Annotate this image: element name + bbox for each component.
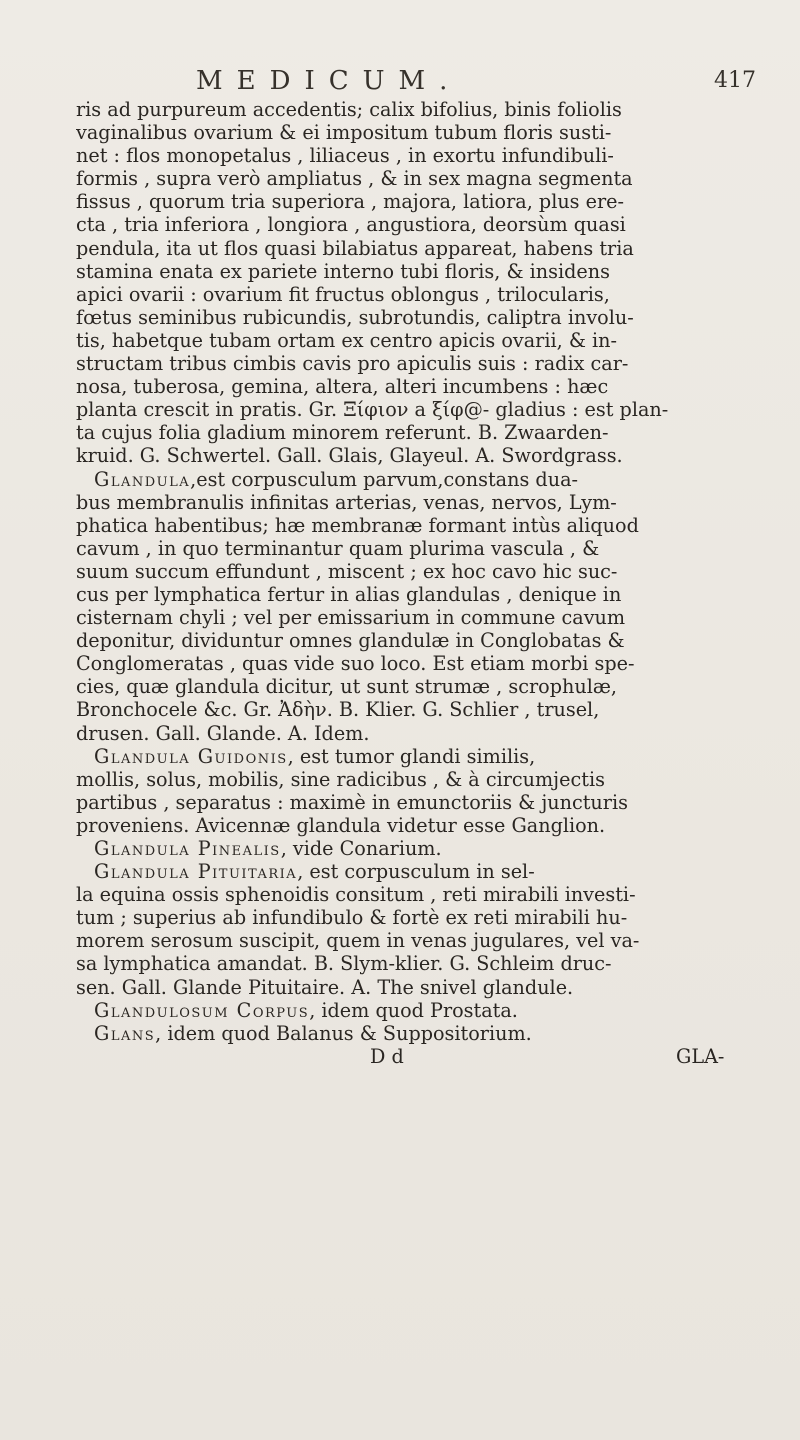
signature-mark: D d: [370, 1044, 404, 1068]
page-footer: [76, 1045, 788, 1068]
entry-text: , est tumor glandi similis,: [287, 744, 536, 768]
text-line: cus per lymphatica fertur in alias glandulas , denique in: [76, 582, 622, 606]
entry-glandula-guidonis: [76, 745, 788, 768]
entry-text: , est corpusculum in sel-: [297, 860, 535, 884]
entry-term: Glandula Pinealis: [94, 837, 281, 860]
running-head: MEDICUM.: [196, 66, 462, 96]
body-text: [76, 98, 788, 1068]
text-line: cies, quæ glandula dicitur, ut sunt strumæ , scrophulæ,: [76, 675, 617, 699]
page-header: [0, 66, 800, 102]
text-line: net : flos monopetalus , liliaceus , in exortu infundibuli-: [76, 144, 614, 168]
text-line: cta , tria inferiora , longiora , angustiora, deorsùm quasi: [76, 213, 626, 237]
entry-glandula: [76, 468, 788, 491]
text-line: suum succum effundunt , miscent ; ex hoc cavo hic suc-: [76, 559, 618, 583]
text-line: fœtus seminibus rubicundis, subrotundis, caliptra involu-: [76, 305, 634, 329]
entry-term: Glans: [94, 1021, 156, 1045]
text-line: apici ovarii : ovarium fit fructus oblongus , trilocularis,: [76, 282, 610, 306]
entry-text: ,est corpusculum parvum,constans dua-: [190, 467, 578, 491]
entry-glandula-pinealis: [76, 837, 788, 860]
text-line: proveniens. Avicennæ glandula videtur esse Ganglion.: [76, 813, 606, 837]
text-line: bus membranulis infinitas arterias, venas, nervos, Lym-: [76, 490, 617, 514]
text-line: stamina enata ex pariete interno tubi floris, & insidens: [76, 259, 610, 283]
text-line: planta crescit in pratis. Gr. Ξίφιον a ξίφ@- gladius : est plan-: [76, 398, 669, 422]
entry-term: Glandula: [94, 467, 191, 491]
text-line: partibus , separatus : maximè in emunctoriis & juncturis: [76, 790, 628, 814]
entry-term: Glandulosum Corpus: [94, 998, 310, 1022]
text-line: morem serosum suscipit, quem in venas jugulares, vel va-: [76, 929, 640, 953]
entry-term: Glandula Pituitaria: [94, 860, 298, 884]
entry-glans: [76, 1022, 788, 1045]
text-line: vaginalibus ovarium & ei impositum tubum floris susti-: [76, 121, 612, 145]
text-line: drusen. Gall. Glande. A. Idem.: [76, 721, 370, 745]
text-line: sa lymphatica amandat. B. Slym-klier. G. Schleim druc-: [76, 952, 612, 976]
entry-glandulosum-corpus: [76, 999, 788, 1022]
text-line: nosa, tuberosa, gemina, altera, alteri incumbens : hæc: [76, 375, 609, 399]
text-line: formis , supra verò ampliatus , & in sex magna segmenta: [76, 167, 633, 191]
text-line: fissus , quorum tria superiora , majora, latiora, plus ere-: [76, 190, 624, 214]
text-line: tis, habetque tubam ortam ex centro apicis ovarii, & in-: [76, 328, 617, 352]
text-line: cavum , in quo terminantur quam plurima vascula , &: [76, 536, 600, 560]
text-line: tum ; superius ab infundibulo & fortè ex reti mirabili hu-: [76, 906, 628, 930]
text-line: pendula, ita ut flos quasi bilabiatus appareat, habens tria: [76, 236, 634, 260]
catchword: GLA-: [676, 1044, 725, 1068]
text-line: Bronchocele &c. Gr. Ἀδὴν. B. Klier. G. Schlier , trusel,: [76, 698, 600, 722]
text-line: ris ad purpureum accedentis; calix bifolius, binis foliolis: [76, 98, 622, 121]
text-line: structam tribus cimbis cavis pro apiculis suis : radix car-: [76, 352, 629, 376]
text-line: la equina ossis sphenoidis consitum , reti mirabili investi-: [76, 883, 636, 907]
entry-text: , vide Conarium.: [280, 837, 442, 860]
text-line: cisternam chyli ; vel per emissarium in commune cavum: [76, 606, 626, 630]
page-number: 417: [714, 68, 756, 93]
text-line: kruid. G. Schwertel. Gall. Glais, Glayeul. A. Swordgrass.: [76, 444, 623, 468]
entry-text: , idem quod Balanus & Suppositorium.: [155, 1021, 532, 1045]
entry-term: Glandula Guidonis: [94, 744, 288, 768]
text-line: mollis, solus, mobilis, sine radicibus , & à circumjectis: [76, 767, 605, 791]
entry-glandula-pituitaria: [76, 860, 788, 883]
entry-text: , idem quod Prostata.: [309, 998, 518, 1022]
text-line: Conglomeratas , quas vide suo loco. Est etiam morbi spe-: [76, 652, 635, 676]
text-line: deponitur, dividuntur omnes glandulæ in Conglobatas &: [76, 629, 625, 653]
text-line: sen. Gall. Glande Pituitaire. A. The snivel glandule.: [76, 975, 574, 999]
text-line: phatica habentibus; hæ membranæ formant intùs aliquod: [76, 513, 639, 537]
text-line: ta cujus folia gladium minorem referunt. B. Zwaarden-: [76, 421, 609, 445]
